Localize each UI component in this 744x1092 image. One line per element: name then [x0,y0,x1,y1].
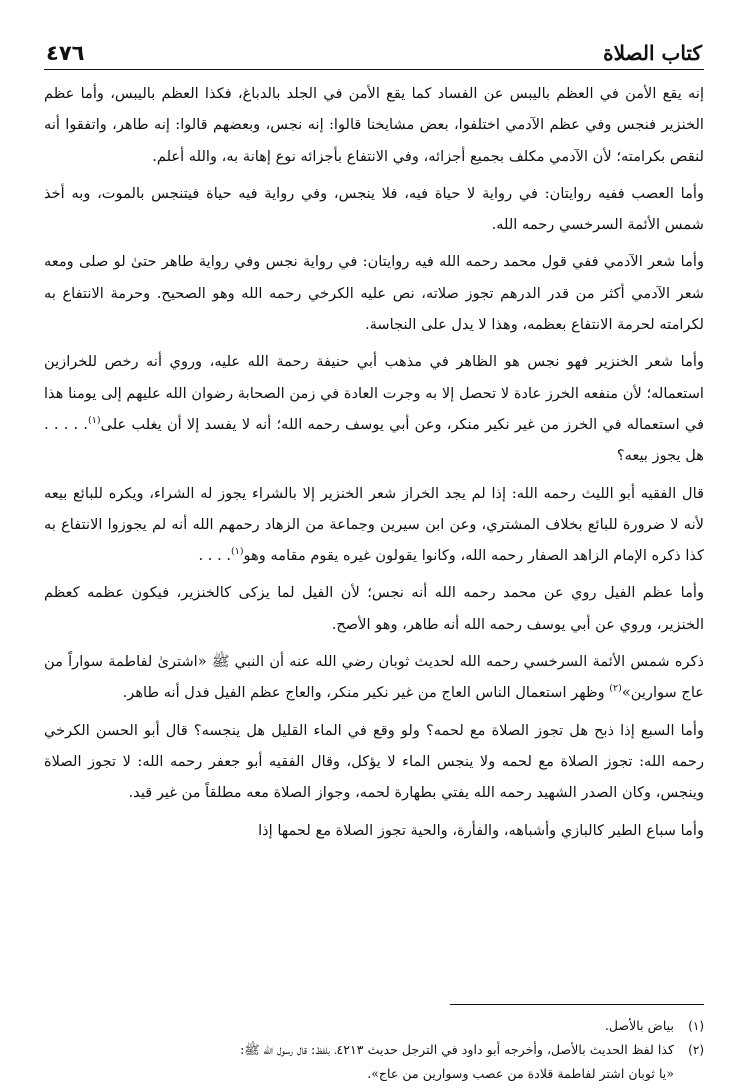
footnote-2 [44,1038,704,1062]
paragraph-4 [44,346,704,471]
paragraph-text: وأما السبع إذا ذبح هل تجوز الصلاة مع لحمه؟ ولو وقع في الماء القليل هل ينجسه؟ قال أبو الحسن الكرخي رحمه الله: تجوز الصلاة مع لحمه ولا ينجس الماء لا يؤكل، وقال الفقيه أبو جعفر رحمه الله: لا تجوز الصلاة وينجس، وكان الصدر الشهيد رحمه الله يفتي بطهارة لحمه، وجواز الصلاة معه مطلقاً من غير قيد. [44,721,704,802]
main-text [44,78,704,846]
footnote-text: كذا لفظ الحديث بالأصل، وأخرجه أبو داود في الترجل حديث ٤٢١٣، بلفظ: قال رسول الله ﷺ: [240,1042,674,1057]
footnote-text: بياض بالأصل. [604,1018,674,1033]
footnote-ref: (١) [231,546,244,558]
book-page [44,32,704,1081]
footnotes [44,1014,704,1086]
page-number: ٤٧٦ [46,41,85,65]
footnote-number: (٢) [688,1043,704,1057]
paragraph-text-after: . . . . . هل يجوز بيعه؟ [44,415,704,465]
paragraph-3 [44,246,704,340]
footnote-1 [44,1014,704,1038]
page-header [44,32,704,70]
paragraph-text: وأما العصب ففيه روايتان: في رواية لا حياة فيه، فلا ينجس، وفي رواية فيه حياة فيتنجس بالموت، وبه أخذ شمس الأئمة السرخسي رحمه الله. [44,184,704,234]
paragraph-1 [44,78,704,172]
paragraph-text: وأما شعر الآدمي ففي قول محمد رحمه الله فيه روايتان: في رواية نجس وفي رواية طاهر حتىٰ لو صلى ومعه شعر الآدمي أكثر من قدر الدرهم تجوز صلاته، نص عليه الكرخي رحمه الله وهو الصحيح. وحرمة الانتفاع به لكرامته لحرمة الانتفاع بعظمه، وهذا لا يدل على النجاسة. [44,253,704,334]
paragraph-5 [44,478,704,572]
footnote-2-continuation: «يا ثوبان اشتر لفاطمة قلادة من عصب وسوارين من عاج». [367,1066,674,1081]
footnote-number: (١) [688,1019,704,1033]
paragraph-8 [44,715,704,809]
paragraph-text: وأما سباع الطير كالبازي وأشباهه، والفأرة، والحية تجوز الصلاة مع لحمها إذا [258,821,704,839]
paragraph-7 [44,646,704,709]
footnote-ref: (٢) [609,683,622,695]
paragraph-text-after: وظهر استعمال الناس العاج من غير نكير منكر، والعاج عظم الفيل فدل أنه طاهر. [122,684,610,702]
paragraph-text: قال الفقيه أبو الليث رحمه الله: إذا لم يجد الخراز شعر الخنزير إلا بالشراء يجوز له الشراء، ويكره للبائع بيعه لأنه لا ضرورة للبائع بخلاف المشتري، وعن ابن سيرين وجماعة من الزهاد رحمهم الله أنه لم يجوزوا الانتفاع به كذا ذكره الإمام الزاهد الصفار رحمه الله، وكانوا يقولون غيره يقوم مقامه وهو [44,484,704,565]
paragraph-text: وأما عظم الفيل روي عن محمد رحمه الله أنه نجس؛ لأن الفيل لما يزكى كالخنزير، فيكون عظمه كعظم الخنزير، وروي عن أبي يوسف رحمه الله أنه طاهر، وهو الأصح. [44,584,704,633]
chapter-title: كتاب الصلاة [603,41,702,65]
paragraph-text: وأما شعر الخنزير فهو نجس هو الظاهر في مذهب أبي حنيفة رحمة الله عليه، وروي أنه رخص للخرازين استعماله؛ لأن منفعه الخرز عادة لا تحصل إلا به وجرت العادة في زمن الصحابة رضوان الله عليهم إلى يومنا هذا في استعماله في الخرز من غير نكير منكر، وعن أبي يوسف رحمه الله؛ أنه لا يفسد إلا أن يغلب على [44,353,704,433]
paragraph-text-after: . . . . [198,547,231,565]
paragraph-text: إنه يقع الأمن في العظم باليبس عن الفساد كما يقع الأمن في الجلد بالدباغ، فكذا العظم باليبس، وأما عظم الخنزير فنجس وفي عظم الآدمي اختلفوا، بعض مشايخنا قالوا: إنه نجس، وبعضهم قالوا: إنه طاهر، واتفقوا أنه لنقص بكرامته؛ لأن الآدمي مكلف بجميع أجزائه، وفي الانتفاع بأجزائه نوع إهانة به، والله أعلم. [44,85,704,165]
paragraph-text: ذكره شمس الأئمة السرخسي رحمه الله لحديث ثوبان رضي الله عنه أن النبي ﷺ «اشترىٰ لفاطمة سواراً من عاج سوارين» [44,653,704,702]
paragraph-6 [44,577,704,640]
footnote-ref: (١) [88,415,101,427]
paragraph-2 [44,178,704,241]
footnote-divider [450,1004,704,1005]
paragraph-9 [44,815,704,846]
